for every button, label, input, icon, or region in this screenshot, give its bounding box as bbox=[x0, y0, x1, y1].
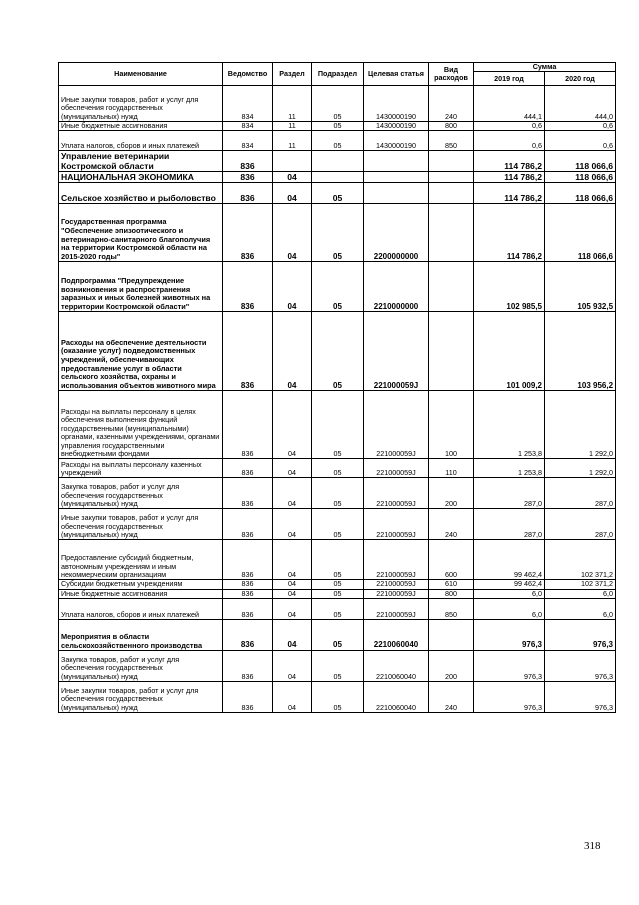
cell-sum-2020: 6,0 bbox=[545, 589, 616, 598]
cell-vedomstvo: 836 bbox=[223, 509, 273, 540]
cell-sum-2019: 114 786,2 bbox=[474, 172, 545, 183]
cell-vedomstvo: 836 bbox=[223, 589, 273, 598]
cell-sum-2020: 976,3 bbox=[545, 651, 616, 682]
table-row bbox=[59, 509, 616, 540]
cell-razdel: 04 bbox=[273, 391, 312, 459]
cell-target-article: 2210000000 bbox=[364, 262, 429, 312]
cell-sum-2020: 118 066,6 bbox=[545, 172, 616, 183]
cell-razdel: 04 bbox=[273, 183, 312, 204]
table-body bbox=[59, 86, 616, 713]
cell-podrazdel: 05 bbox=[312, 459, 364, 478]
cell-sum-2019: 99 462,4 bbox=[474, 580, 545, 589]
cell-razdel: 11 bbox=[273, 122, 312, 131]
cell-podrazdel: 05 bbox=[312, 204, 364, 262]
cell-name: Расходы на обеспечение деятельности (оказание услуг) подведомственных учреждений, обеспечивающих предоставление услуг в области сельского хозяйства, охраны и использования объектов животного мира bbox=[59, 312, 223, 391]
cell-sum-2019: 114 786,2 bbox=[474, 183, 545, 204]
cell-sum-2020: 1 292,0 bbox=[545, 391, 616, 459]
cell-razdel: 04 bbox=[273, 172, 312, 183]
cell-target-article: 221000059J bbox=[364, 580, 429, 589]
header-summa: Сумма bbox=[474, 63, 616, 72]
cell-name: Подпрограмма "Предупреждение возникновения и распространения заразных и иных болезней животных на территории Костромской области" bbox=[59, 262, 223, 312]
cell-expense-type bbox=[429, 620, 474, 651]
cell-podrazdel: 05 bbox=[312, 312, 364, 391]
cell-podrazdel bbox=[312, 172, 364, 183]
cell-expense-type: 800 bbox=[429, 589, 474, 598]
cell-expense-type bbox=[429, 312, 474, 391]
cell-expense-type bbox=[429, 262, 474, 312]
cell-sum-2020: 0,6 bbox=[545, 131, 616, 151]
cell-podrazdel: 05 bbox=[312, 122, 364, 131]
cell-vedomstvo: 836 bbox=[223, 682, 273, 713]
cell-target-article: 221000059J bbox=[364, 459, 429, 478]
cell-razdel: 04 bbox=[273, 589, 312, 598]
cell-sum-2020: 444,0 bbox=[545, 86, 616, 122]
cell-expense-type: 200 bbox=[429, 478, 474, 509]
budget-table bbox=[58, 62, 616, 713]
table-row bbox=[59, 183, 616, 204]
cell-target-article: 1430000190 bbox=[364, 122, 429, 131]
cell-podrazdel: 05 bbox=[312, 183, 364, 204]
cell-target-article: 221000059J bbox=[364, 540, 429, 580]
cell-sum-2020: 105 932,5 bbox=[545, 262, 616, 312]
cell-vedomstvo: 834 bbox=[223, 131, 273, 151]
cell-razdel: 04 bbox=[273, 599, 312, 620]
cell-expense-type: 110 bbox=[429, 459, 474, 478]
cell-target-article: 221000059J bbox=[364, 312, 429, 391]
cell-sum-2020: 287,0 bbox=[545, 478, 616, 509]
cell-razdel: 04 bbox=[273, 651, 312, 682]
cell-sum-2019: 287,0 bbox=[474, 478, 545, 509]
table-row bbox=[59, 131, 616, 151]
cell-expense-type: 240 bbox=[429, 509, 474, 540]
cell-sum-2019: 976,3 bbox=[474, 682, 545, 713]
cell-podrazdel: 05 bbox=[312, 589, 364, 598]
cell-sum-2019: 444,1 bbox=[474, 86, 545, 122]
cell-sum-2019: 99 462,4 bbox=[474, 540, 545, 580]
cell-podrazdel: 05 bbox=[312, 682, 364, 713]
cell-expense-type: 600 bbox=[429, 540, 474, 580]
cell-name: Сельское хозяйство и рыболовство bbox=[59, 183, 223, 204]
cell-name: Субсидии бюджетным учреждениям bbox=[59, 580, 223, 589]
cell-razdel: 11 bbox=[273, 131, 312, 151]
cell-sum-2020: 976,3 bbox=[545, 682, 616, 713]
cell-podrazdel: 05 bbox=[312, 599, 364, 620]
cell-target-article: 1430000190 bbox=[364, 86, 429, 122]
cell-expense-type bbox=[429, 151, 474, 172]
table-row bbox=[59, 478, 616, 509]
cell-podrazdel: 05 bbox=[312, 262, 364, 312]
table-row bbox=[59, 589, 616, 598]
cell-podrazdel: 05 bbox=[312, 580, 364, 589]
cell-target-article: 221000059J bbox=[364, 478, 429, 509]
cell-razdel: 11 bbox=[273, 86, 312, 122]
cell-expense-type: 800 bbox=[429, 122, 474, 131]
table-row bbox=[59, 172, 616, 183]
cell-vedomstvo: 836 bbox=[223, 651, 273, 682]
cell-sum-2019: 0,6 bbox=[474, 131, 545, 151]
cell-name: Иные закупки товаров, работ и услуг для обеспечения государственных (муниципальных) нужд bbox=[59, 682, 223, 713]
cell-name: Расходы на выплаты персоналу в целях обеспечения выполнения функций государственными (муниципальными) органами, казенными учреждениями, органами управления государственными внебюджетными фондами bbox=[59, 391, 223, 459]
cell-sum-2019: 6,0 bbox=[474, 599, 545, 620]
cell-podrazdel: 05 bbox=[312, 620, 364, 651]
cell-name: Расходы на выплаты персоналу казенных учреждений bbox=[59, 459, 223, 478]
cell-vedomstvo: 836 bbox=[223, 391, 273, 459]
cell-sum-2020: 118 066,6 bbox=[545, 151, 616, 172]
cell-sum-2019: 287,0 bbox=[474, 509, 545, 540]
cell-name: Иные закупки товаров, работ и услуг для обеспечения государственных (муниципальных) нужд bbox=[59, 86, 223, 122]
cell-razdel: 04 bbox=[273, 580, 312, 589]
cell-razdel: 04 bbox=[273, 459, 312, 478]
header-razdel: Раздел bbox=[273, 63, 312, 86]
table-row bbox=[59, 682, 616, 713]
cell-target-article: 221000059J bbox=[364, 509, 429, 540]
cell-expense-type: 240 bbox=[429, 86, 474, 122]
cell-sum-2019: 114 786,2 bbox=[474, 151, 545, 172]
cell-razdel: 04 bbox=[273, 262, 312, 312]
cell-podrazdel: 05 bbox=[312, 391, 364, 459]
cell-target-article: 221000059J bbox=[364, 391, 429, 459]
cell-sum-2019: 976,3 bbox=[474, 620, 545, 651]
cell-vedomstvo: 834 bbox=[223, 86, 273, 122]
cell-vedomstvo: 836 bbox=[223, 312, 273, 391]
cell-sum-2020: 103 956,2 bbox=[545, 312, 616, 391]
cell-sum-2020: 118 066,6 bbox=[545, 183, 616, 204]
cell-sum-2019: 101 009,2 bbox=[474, 312, 545, 391]
cell-target-article bbox=[364, 151, 429, 172]
cell-sum-2019: 114 786,2 bbox=[474, 204, 545, 262]
cell-target-article: 2210060040 bbox=[364, 682, 429, 713]
header-year-2020: 2020 год bbox=[545, 72, 616, 86]
cell-vedomstvo: 836 bbox=[223, 599, 273, 620]
table-row bbox=[59, 540, 616, 580]
cell-vedomstvo: 836 bbox=[223, 580, 273, 589]
cell-name: Государственная программа "Обеспечение эпизоотического и ветеринарно-санитарного благополучия на территории Костромской области на 2015-2020 годы" bbox=[59, 204, 223, 262]
cell-vedomstvo: 836 bbox=[223, 459, 273, 478]
cell-name: Уплата налогов, сборов и иных платежей bbox=[59, 599, 223, 620]
header-expense-type: Вид расходов bbox=[429, 63, 474, 86]
cell-podrazdel: 05 bbox=[312, 478, 364, 509]
cell-target-article: 2210060040 bbox=[364, 620, 429, 651]
cell-sum-2019: 976,3 bbox=[474, 651, 545, 682]
cell-expense-type: 850 bbox=[429, 131, 474, 151]
cell-expense-type: 100 bbox=[429, 391, 474, 459]
table-row bbox=[59, 86, 616, 122]
table-row bbox=[59, 391, 616, 459]
cell-vedomstvo: 836 bbox=[223, 540, 273, 580]
cell-name: Иные бюджетные ассигнования bbox=[59, 122, 223, 131]
cell-sum-2020: 0,6 bbox=[545, 122, 616, 131]
page-number: 318 bbox=[584, 840, 601, 852]
cell-vedomstvo: 836 bbox=[223, 183, 273, 204]
table-row bbox=[59, 312, 616, 391]
table-row bbox=[59, 599, 616, 620]
table-row bbox=[59, 204, 616, 262]
cell-sum-2020: 1 292,0 bbox=[545, 459, 616, 478]
cell-sum-2020: 6,0 bbox=[545, 599, 616, 620]
cell-razdel: 04 bbox=[273, 620, 312, 651]
header-year-2019: 2019 год bbox=[474, 72, 545, 86]
cell-name: Закупка товаров, работ и услуг для обеспечения государственных (муниципальных) нужд bbox=[59, 478, 223, 509]
cell-name: Уплата налогов, сборов и иных платежей bbox=[59, 131, 223, 151]
cell-expense-type: 200 bbox=[429, 651, 474, 682]
cell-target-article: 221000059J bbox=[364, 589, 429, 598]
cell-target-article bbox=[364, 183, 429, 204]
cell-sum-2020: 976,3 bbox=[545, 620, 616, 651]
cell-sum-2020: 287,0 bbox=[545, 509, 616, 540]
cell-name: НАЦИОНАЛЬНАЯ ЭКОНОМИКА bbox=[59, 172, 223, 183]
cell-razdel: 04 bbox=[273, 204, 312, 262]
header-name: Наименование bbox=[59, 63, 223, 86]
cell-expense-type bbox=[429, 183, 474, 204]
cell-sum-2020: 102 371,2 bbox=[545, 580, 616, 589]
cell-podrazdel bbox=[312, 151, 364, 172]
cell-sum-2020: 118 066,6 bbox=[545, 204, 616, 262]
cell-vedomstvo: 836 bbox=[223, 478, 273, 509]
cell-target-article bbox=[364, 172, 429, 183]
cell-name: Иные бюджетные ассигнования bbox=[59, 589, 223, 598]
cell-razdel: 04 bbox=[273, 478, 312, 509]
cell-vedomstvo: 836 bbox=[223, 204, 273, 262]
table-row bbox=[59, 151, 616, 172]
cell-vedomstvo: 836 bbox=[223, 151, 273, 172]
cell-sum-2019: 1 253,8 bbox=[474, 391, 545, 459]
cell-sum-2019: 0,6 bbox=[474, 122, 545, 131]
cell-sum-2020: 102 371,2 bbox=[545, 540, 616, 580]
cell-podrazdel: 05 bbox=[312, 540, 364, 580]
header-podrazdel: Подраздел bbox=[312, 63, 364, 86]
cell-target-article: 1430000190 bbox=[364, 131, 429, 151]
cell-name: Закупка товаров, работ и услуг для обеспечения государственных (муниципальных) нужд bbox=[59, 651, 223, 682]
cell-sum-2019: 6,0 bbox=[474, 589, 545, 598]
cell-podrazdel: 05 bbox=[312, 131, 364, 151]
cell-expense-type: 240 bbox=[429, 682, 474, 713]
cell-podrazdel: 05 bbox=[312, 509, 364, 540]
cell-sum-2019: 102 985,5 bbox=[474, 262, 545, 312]
cell-name: Мероприятия в области сельскохозяйственного производства bbox=[59, 620, 223, 651]
cell-razdel: 04 bbox=[273, 312, 312, 391]
cell-target-article: 2200000000 bbox=[364, 204, 429, 262]
header-vedomstvo: Ведомство bbox=[223, 63, 273, 86]
cell-expense-type bbox=[429, 204, 474, 262]
cell-name: Управление ветеринарии Костромской области bbox=[59, 151, 223, 172]
cell-vedomstvo: 836 bbox=[223, 262, 273, 312]
cell-podrazdel: 05 bbox=[312, 651, 364, 682]
cell-razdel bbox=[273, 151, 312, 172]
cell-target-article: 221000059J bbox=[364, 599, 429, 620]
header-target-article: Целевая статья bbox=[364, 63, 429, 86]
cell-expense-type: 610 bbox=[429, 580, 474, 589]
table-row bbox=[59, 651, 616, 682]
cell-razdel: 04 bbox=[273, 682, 312, 713]
table-row bbox=[59, 122, 616, 131]
cell-name: Иные закупки товаров, работ и услуг для обеспечения государственных (муниципальных) нужд bbox=[59, 509, 223, 540]
cell-vedomstvo: 836 bbox=[223, 620, 273, 651]
cell-podrazdel: 05 bbox=[312, 86, 364, 122]
cell-vedomstvo: 836 bbox=[223, 172, 273, 183]
table-row bbox=[59, 459, 616, 478]
cell-expense-type: 850 bbox=[429, 599, 474, 620]
cell-vedomstvo: 834 bbox=[223, 122, 273, 131]
cell-razdel: 04 bbox=[273, 509, 312, 540]
table-row bbox=[59, 580, 616, 589]
cell-target-article: 2210060040 bbox=[364, 651, 429, 682]
cell-razdel: 04 bbox=[273, 540, 312, 580]
cell-sum-2019: 1 253,8 bbox=[474, 459, 545, 478]
cell-expense-type bbox=[429, 172, 474, 183]
table-row bbox=[59, 262, 616, 312]
cell-name: Предоставление субсидий бюджетным, автономным учреждениям и иным некоммерческим организациям bbox=[59, 540, 223, 580]
table-row bbox=[59, 620, 616, 651]
